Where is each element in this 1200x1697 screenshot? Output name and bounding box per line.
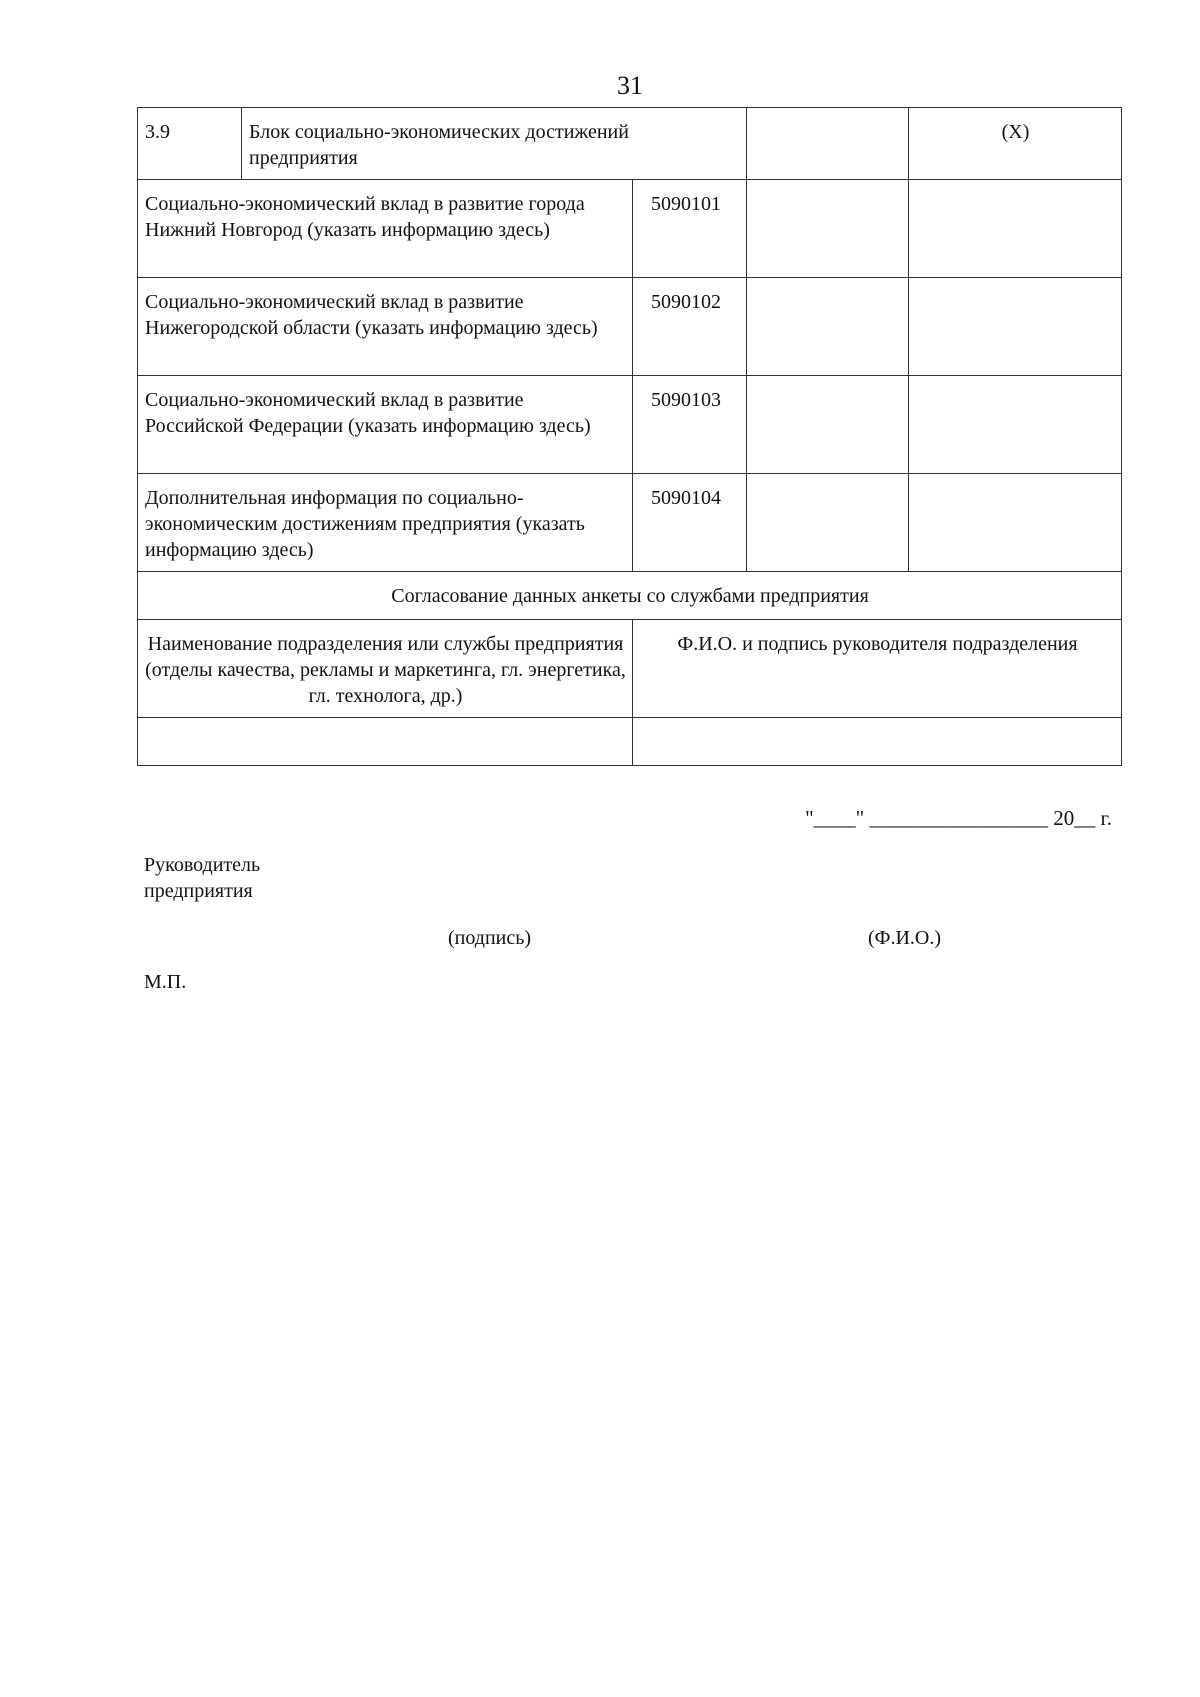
row-code-cell: 5090104	[633, 474, 747, 572]
name-caption: (Ф.И.О.)	[868, 927, 942, 949]
section-value-cell-a[interactable]	[747, 108, 909, 180]
row-label-cell: Социально-экономический вклад в развитие Нижегородской области (указать информацию здесь)	[138, 278, 633, 376]
signature-column-header: Ф.И.О. и подпись руководителя подразделения	[633, 620, 1122, 718]
date-line[interactable]: "____" _________________ 20__ г.	[805, 806, 1112, 830]
row-value-cell-b[interactable]	[909, 376, 1122, 474]
head-title	[144, 852, 284, 904]
row-value-cell-b[interactable]	[909, 474, 1122, 572]
stamp-label: М.П.	[144, 971, 187, 993]
department-column-header: Наименование подразделения или службы предприятия (отделы качества, рекламы и маркетинга, гл. энергетика, гл. технолога, др.)	[138, 620, 633, 718]
row-code-cell: 5090103	[633, 376, 747, 474]
table-row	[138, 474, 1122, 572]
row-value-cell-a[interactable]	[747, 376, 909, 474]
section-title-cell: Блок социально-экономических достижений предприятия	[242, 108, 747, 180]
questionnaire-table	[137, 107, 1122, 766]
row-value-cell-a[interactable]	[747, 180, 909, 278]
head-title-text: Руководитель предприятия	[144, 854, 261, 902]
section-value-cell-b: (X)	[909, 108, 1122, 180]
row-code-cell: 5090101	[633, 180, 747, 278]
row-value-cell-a[interactable]	[747, 474, 909, 572]
page-number: 31	[617, 71, 643, 100]
row-label-cell: Социально-экономический вклад в развитие города Нижний Новгород (указать информацию здесь)	[138, 180, 633, 278]
approval-columns-row	[138, 620, 1122, 718]
signature-caption: (подпись)	[448, 927, 532, 949]
row-label-cell: Социально-экономический вклад в развитие Российской Федерации (указать информацию здесь)	[138, 376, 633, 474]
department-input-cell[interactable]	[138, 718, 633, 766]
signature-input-cell[interactable]	[633, 718, 1122, 766]
row-code-cell: 5090102	[633, 278, 747, 376]
table-row	[138, 376, 1122, 474]
approval-header-cell: Согласование данных анкеты со службами предприятия	[138, 572, 1122, 620]
table-row	[138, 278, 1122, 376]
approval-header-row	[138, 572, 1122, 620]
table-row	[138, 180, 1122, 278]
row-value-cell-a[interactable]	[747, 278, 909, 376]
section-row	[138, 108, 1122, 180]
row-value-cell-b[interactable]	[909, 278, 1122, 376]
row-value-cell-b[interactable]	[909, 180, 1122, 278]
section-number-cell: 3.9	[138, 108, 242, 180]
approval-empty-row	[138, 718, 1122, 766]
row-label-cell: Дополнительная информация по социально-экономическим достижениям предприятия (указать информацию здесь)	[138, 474, 633, 572]
